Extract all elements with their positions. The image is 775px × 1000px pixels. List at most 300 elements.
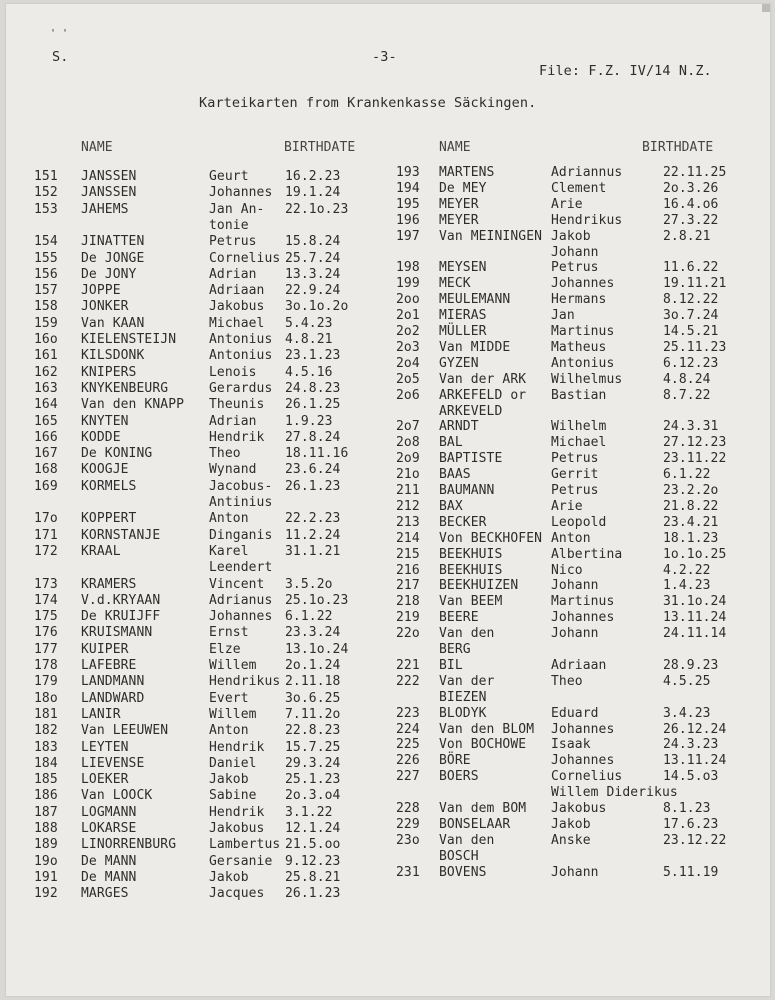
left-entry-number: 177	[34, 641, 58, 657]
left-entry-number: 154	[34, 234, 58, 250]
right-entry-surname: ARKEFELD or	[439, 387, 527, 403]
left-entry-birthdate: 26.1.25	[285, 397, 341, 413]
right-entry-number: 199	[396, 276, 420, 292]
right-entry-surname: BOERS	[439, 769, 479, 785]
left-entry-birthdate: 3.1.22	[285, 804, 333, 820]
left-entry-number: 165	[34, 413, 58, 429]
right-entry-number: 225	[396, 737, 420, 753]
right-entry-number: 217	[396, 578, 420, 594]
left-entry-number: 187	[34, 804, 58, 820]
right-entry-surname: Van der ARK	[439, 371, 527, 387]
left-entry-birthdate: 22.1o.23	[285, 201, 349, 217]
right-entry-number: 226	[396, 753, 420, 769]
left-entry-birthdate: 22.2.23	[285, 511, 341, 527]
left-entry-number: 185	[34, 772, 58, 788]
left-entry-surname: KOOGJE	[81, 462, 129, 478]
left-entry-given-name: Jan An-	[209, 201, 265, 217]
left-entry-surname: Van LOOCK	[81, 788, 153, 804]
right-entry-birthdate: 31.1o.24	[663, 594, 727, 610]
document-title: Karteikarten from Krankenkasse Säckingen.	[199, 95, 537, 111]
right-entry-given-name: Johannes	[551, 276, 615, 292]
left-entry-given-name: Petrus	[209, 234, 257, 250]
left-entry-number: 164	[34, 397, 58, 413]
left-entry-birthdate: 21.5.oo	[285, 837, 341, 853]
right-entry-given-name: Arie	[551, 498, 583, 514]
left-entry-number: 179	[34, 674, 58, 690]
right-entry-birthdate: 4.8.24	[663, 371, 711, 387]
left-entry-birthdate: 23.1.23	[285, 348, 341, 364]
left-entry-birthdate: 25.1o.23	[285, 592, 349, 608]
right-entry-birthdate: 8.12.22	[663, 292, 719, 308]
left-entry-surname: JONKER	[81, 299, 129, 315]
left-entry-surname: KRAAL	[81, 543, 121, 559]
right-entry-given-name: Albertina	[551, 546, 623, 562]
left-entry-number: 152	[34, 185, 58, 201]
right-entry-birthdate: 19.11.21	[663, 276, 727, 292]
left-entry-surname: KNIPERS	[81, 364, 137, 380]
right-entry-surname: BAL	[439, 435, 463, 451]
right-entry-number: 215	[396, 546, 420, 562]
left-birthdate-header: BIRTHDATE	[284, 140, 356, 155]
right-entry-number: 227	[396, 769, 420, 785]
file-reference: File: F.Z. IV/14 N.Z.	[539, 63, 712, 79]
left-entry-given-name: Leendert	[209, 560, 273, 576]
right-entry-birthdate: 8.7.22	[663, 387, 711, 403]
left-entry-number: 191	[34, 869, 58, 885]
right-entry-number: 2o5	[396, 371, 420, 387]
left-entry-given-name: Antonius	[209, 348, 273, 364]
right-entry-number: 2o8	[396, 435, 420, 451]
right-entry-number: 21o	[396, 467, 420, 483]
left-entry-surname: Van den KNAPP	[81, 397, 185, 413]
left-entry-surname: JANSSEN	[81, 169, 137, 184]
right-entry-birthdate: 13.11.24	[663, 753, 727, 769]
right-entry-birthdate: 2.8.21	[663, 228, 711, 244]
right-entry-given-name: Hermans	[551, 292, 607, 308]
left-entry-birthdate: 23.6.24	[285, 462, 341, 478]
left-entry-birthdate: 11.2.24	[285, 527, 341, 543]
left-entry-surname: LIEVENSE	[81, 755, 145, 771]
right-entry-given-name: Gerrit	[551, 467, 599, 483]
right-entry-given-name: Martinus	[551, 594, 615, 610]
right-entry-surname: Van den	[439, 832, 495, 848]
right-entry-given-name: Johann	[551, 864, 599, 880]
left-entry-given-name: Hendrikus	[209, 674, 281, 690]
left-entry-surname: De JONY	[81, 266, 137, 282]
right-entry-surname: BOSCH	[439, 848, 479, 864]
right-entry-surname: BAPTISTE	[439, 451, 503, 467]
left-entry-birthdate: 6.1.22	[285, 609, 333, 625]
left-entry-birthdate: 4.5.16	[285, 364, 333, 380]
left-entry-surname: MARGES	[81, 886, 129, 902]
left-entry-birthdate: 2o.1.24	[285, 658, 341, 673]
right-entry-surname: ARNDT	[439, 419, 479, 435]
right-entry-birthdate: 8.1.23	[663, 801, 711, 816]
left-entry-birthdate: 3o.6.25	[285, 690, 341, 706]
right-entry-surname: Van BEEM	[439, 594, 503, 610]
right-entry-surname: MÜLLER	[439, 324, 487, 339]
left-entry-birthdate: 31.1.21	[285, 543, 341, 559]
right-entry-number: 196	[396, 212, 420, 228]
left-entry-birthdate: 15.7.25	[285, 739, 341, 755]
entries-table	[6, 4, 770, 996]
left-entry-given-name: Gersanie	[209, 853, 273, 869]
left-entry-given-name: Antonius	[209, 332, 273, 347]
right-entry-surname: BEEKHUIZEN	[439, 578, 519, 594]
left-entry-surname: KUIPER	[81, 641, 129, 657]
left-entry-birthdate: 24.8.23	[285, 380, 341, 396]
right-entry-number: 2o1	[396, 308, 420, 324]
left-entry-given-name: Dinganis	[209, 527, 273, 543]
right-entry-given-name: Isaak	[551, 737, 591, 753]
right-entry-surname: MECK	[439, 276, 471, 292]
right-entry-given-name: Petrus	[551, 451, 599, 467]
left-entry-given-name: Lenois	[209, 364, 257, 380]
left-entry-birthdate: 26.1.23	[285, 886, 341, 902]
left-entry-number: 171	[34, 527, 58, 543]
right-entry-surname: BLODYK	[439, 705, 487, 721]
right-entry-number: 218	[396, 594, 420, 610]
right-entry-birthdate: 21.8.22	[663, 498, 719, 514]
left-entry-surname: KORNSTANJE	[81, 527, 161, 543]
left-entry-number: 161	[34, 348, 58, 364]
left-entry-number: 184	[34, 755, 58, 771]
right-entry-birthdate: 17.6.23	[663, 816, 719, 832]
right-entry-surname: BERG	[439, 642, 471, 657]
left-entry-birthdate: 22.9.24	[285, 283, 341, 299]
right-entry-surname: BONSELAAR	[439, 816, 511, 832]
left-entry-given-name: Sabine	[209, 788, 257, 804]
left-entry-given-name: Adrianus	[209, 592, 273, 608]
right-entry-number: 231	[396, 864, 420, 880]
left-entry-number: 159	[34, 315, 58, 331]
right-entry-surname: BAUMANN	[439, 483, 495, 498]
right-entry-birthdate: 16.4.o6	[663, 196, 719, 212]
left-entry-given-name: Willem	[209, 706, 257, 722]
right-entry-surname: MEYSEN	[439, 260, 487, 276]
left-entry-given-name: Jakob	[209, 772, 249, 788]
left-entry-birthdate: 16.2.23	[285, 169, 341, 184]
right-entry-given-name: Nico	[551, 562, 583, 578]
right-entry-birthdate: 23.2.2o	[663, 483, 719, 498]
left-entry-birthdate: 18.11.16	[285, 446, 349, 462]
right-entry-number: 212	[396, 498, 420, 514]
left-entry-given-name: Wynand	[209, 462, 257, 478]
left-entry-number: 155	[34, 250, 58, 266]
left-entry-given-name: Daniel	[209, 755, 257, 771]
right-entry-number: 2o4	[396, 355, 420, 371]
left-entry-given-name: Jakob	[209, 869, 249, 885]
left-entry-surname: Van KAAN	[81, 315, 145, 331]
right-birthdate-header: BIRTHDATE	[642, 140, 714, 155]
left-entry-number: 18o	[34, 690, 58, 706]
left-entry-given-name: Anton	[209, 511, 249, 527]
right-entry-given-name: Petrus	[551, 483, 599, 498]
right-entry-surname: BAAS	[439, 467, 471, 483]
left-entry-surname: KNYKENBEURG	[81, 380, 169, 396]
right-entry-birthdate: 27.3.22	[663, 212, 719, 228]
right-entry-number: 2oo	[396, 292, 420, 308]
left-entry-given-name: Michael	[209, 315, 265, 331]
right-entry-number: 223	[396, 705, 420, 721]
right-entry-given-name: Arie	[551, 196, 583, 212]
left-entry-surname: JANSSEN	[81, 185, 137, 201]
left-entry-birthdate: 27.8.24	[285, 429, 341, 445]
left-entry-birthdate: 26.1.23	[285, 478, 341, 494]
left-entry-number: 163	[34, 380, 58, 396]
right-entry-number: 214	[396, 530, 420, 546]
right-entry-birthdate: 2o.3.26	[663, 180, 719, 196]
left-entry-birthdate: 5.4.23	[285, 315, 333, 331]
right-entry-birthdate: 23.12.22	[663, 832, 727, 848]
right-entry-birthdate: 4.2.22	[663, 562, 711, 578]
right-entry-birthdate: 22.11.25	[663, 165, 727, 180]
left-entry-surname: KORMELS	[81, 478, 137, 494]
left-entry-number: 167	[34, 446, 58, 462]
right-entry-birthdate: 27.12.23	[663, 435, 727, 451]
right-entry-birthdate: 23.11.22	[663, 451, 727, 467]
left-entry-surname: KRAMERS	[81, 576, 137, 592]
right-entry-surname: Von BOCHOWE	[439, 737, 527, 753]
left-entry-surname: De MANN	[81, 869, 137, 885]
right-name-header: NAME	[439, 140, 471, 155]
left-entry-birthdate: 4.8.21	[285, 332, 333, 347]
left-entry-given-name: Geurt	[209, 169, 249, 184]
left-entry-number: 173	[34, 576, 58, 592]
left-entry-birthdate: 3.5.2o	[285, 576, 333, 592]
left-entry-given-name: Gerardus	[209, 380, 273, 396]
left-entry-birthdate: 25.8.21	[285, 869, 341, 885]
left-entry-given-name: Jacobus-	[209, 478, 273, 494]
left-entry-birthdate: 2.11.18	[285, 674, 341, 690]
right-entry-given-name: Johannes	[551, 753, 615, 769]
left-entry-number: 162	[34, 364, 58, 380]
left-entry-surname: LOGMANN	[81, 804, 137, 820]
left-entry-number: 188	[34, 821, 58, 836]
right-entry-birthdate: 24.3.31	[663, 419, 719, 435]
right-entry-given-name: Jakob	[551, 228, 591, 244]
left-entry-given-name: Ernst	[209, 625, 249, 641]
right-entry-given-name: Johann	[551, 578, 599, 594]
left-entry-given-name: Vincent	[209, 576, 265, 592]
right-entry-birthdate: 4.5.25	[663, 673, 711, 689]
left-entry-birthdate: 12.1.24	[285, 821, 341, 836]
right-entry-given-name: Bastian	[551, 387, 607, 403]
left-entry-birthdate: 19.1.24	[285, 185, 341, 201]
left-entry-given-name: Adrian	[209, 266, 257, 282]
right-entry-birthdate: 6.12.23	[663, 355, 719, 371]
left-entry-given-name: Lambertus	[209, 837, 281, 853]
left-entry-number: 157	[34, 283, 58, 299]
left-entry-given-name: Adriaan	[209, 283, 265, 299]
right-entry-given-name: Wilhelmus	[551, 371, 623, 387]
left-entry-number: 189	[34, 837, 58, 853]
left-entry-surname: KNYTEN	[81, 413, 129, 429]
left-entry-given-name: Elze	[209, 641, 241, 657]
document-page	[6, 4, 770, 996]
right-entry-number: 194	[396, 180, 420, 196]
right-entry-surname: MIERAS	[439, 308, 487, 324]
left-entry-surname: De KRUIJFF	[81, 609, 161, 625]
right-entry-given-name: Willem Diderikus	[551, 785, 678, 801]
left-entry-given-name: Hendrik	[209, 804, 265, 820]
right-entry-surname: Van dem BOM	[439, 801, 527, 816]
right-entry-birthdate: 5.11.19	[663, 864, 719, 880]
right-entry-birthdate: 26.12.24	[663, 721, 727, 737]
right-entry-given-name: Johannes	[551, 610, 615, 626]
left-entry-given-name: Johannes	[209, 609, 273, 625]
left-entry-number: 178	[34, 658, 58, 673]
right-entry-surname: BIL	[439, 657, 463, 673]
left-entry-surname: KILSDONK	[81, 348, 145, 364]
right-entry-surname: Von BECKHOFEN	[439, 530, 543, 546]
right-entry-birthdate: 14.5.21	[663, 324, 719, 339]
left-entry-birthdate: 13.3.24	[285, 266, 341, 282]
left-entry-surname: JINATTEN	[81, 234, 145, 250]
left-entry-surname: LANDWARD	[81, 690, 145, 706]
left-entry-number: 192	[34, 886, 58, 902]
left-entry-surname: LOKARSE	[81, 821, 137, 836]
left-entry-number: 158	[34, 299, 58, 315]
left-entry-given-name: Hendrik	[209, 739, 265, 755]
right-entry-birthdate: 3.4.23	[663, 705, 711, 721]
left-entry-number: 168	[34, 462, 58, 478]
right-entry-number: 2o3	[396, 339, 420, 355]
left-entry-birthdate: 29.3.24	[285, 755, 341, 771]
left-entry-given-name: Theunis	[209, 397, 265, 413]
right-entry-surname: Van MEININGEN	[439, 228, 543, 244]
right-entry-surname: GYZEN	[439, 355, 479, 371]
left-entry-given-name: Theo	[209, 446, 241, 462]
right-entry-number: 213	[396, 514, 420, 530]
right-entry-surname: BEEKHUIS	[439, 546, 503, 562]
left-entry-number: 174	[34, 592, 58, 608]
left-entry-birthdate: 25.7.24	[285, 250, 341, 266]
right-entry-birthdate: 1o.1o.25	[663, 546, 727, 562]
right-entry-surname: Van den BLOM	[439, 721, 535, 737]
right-entry-surname: ARKEVELD	[439, 403, 503, 419]
right-entry-number: 211	[396, 483, 420, 498]
left-entry-surname: KODDE	[81, 429, 121, 445]
right-entry-birthdate: 11.6.22	[663, 260, 719, 276]
right-entry-number: 193	[396, 165, 420, 180]
left-entry-given-name: Jacques	[209, 886, 265, 902]
right-entry-given-name: Matheus	[551, 339, 607, 355]
right-entry-number: 219	[396, 610, 420, 626]
right-entry-number: 222	[396, 673, 420, 689]
right-entry-number: 22o	[396, 626, 420, 642]
right-entry-surname: MEYER	[439, 212, 479, 228]
left-entry-given-name: Karel	[209, 543, 249, 559]
left-entry-birthdate: 9.12.23	[285, 853, 341, 869]
left-entry-birthdate: 7.11.2o	[285, 706, 341, 722]
right-entry-number: 198	[396, 260, 420, 276]
right-entry-number: 224	[396, 721, 420, 737]
right-entry-birthdate: 3o.7.24	[663, 308, 719, 324]
left-entry-number: 176	[34, 625, 58, 641]
right-entry-number: 2o7	[396, 419, 420, 435]
left-entry-number: 175	[34, 609, 58, 625]
left-entry-number: 151	[34, 169, 58, 184]
left-entry-number: 16o	[34, 332, 58, 347]
left-entry-number: 172	[34, 543, 58, 559]
left-entry-surname: LANDMANN	[81, 674, 145, 690]
right-entry-surname: BAX	[439, 498, 463, 514]
left-entry-given-name: tonie	[209, 217, 249, 233]
left-entry-number: 182	[34, 723, 58, 739]
left-entry-given-name: Evert	[209, 690, 249, 706]
right-entry-surname: BEERE	[439, 610, 479, 626]
right-entry-number: 23o	[396, 832, 420, 848]
right-entry-given-name: Theo	[551, 673, 583, 689]
right-entry-birthdate: 1.4.23	[663, 578, 711, 594]
right-entry-birthdate: 24.11.14	[663, 626, 727, 642]
right-entry-birthdate: 14.5.o3	[663, 769, 719, 785]
right-entry-number: 228	[396, 801, 420, 816]
right-entry-given-name: Antonius	[551, 355, 615, 371]
right-entry-number: 197	[396, 228, 420, 244]
left-entry-number: 156	[34, 266, 58, 282]
right-entry-surname: De MEY	[439, 180, 487, 196]
left-entry-surname: Van LEEUWEN	[81, 723, 169, 739]
right-entry-given-name: Wilhelm	[551, 419, 607, 435]
left-entry-number: 153	[34, 201, 58, 217]
right-entry-given-name: Martinus	[551, 324, 615, 339]
left-name-header: NAME	[81, 140, 113, 155]
right-entry-number: 221	[396, 657, 420, 673]
left-entry-surname: JOPPE	[81, 283, 121, 299]
right-entry-birthdate: 25.11.23	[663, 339, 727, 355]
right-entry-number: 2o2	[396, 324, 420, 339]
left-entry-given-name: Hendrik	[209, 429, 265, 445]
right-entry-given-name: Adriaan	[551, 657, 607, 673]
left-entry-birthdate: 2o.3.o4	[285, 788, 341, 804]
right-entry-given-name: Johannes	[551, 721, 615, 737]
ink-marks: ' '	[50, 28, 69, 39]
right-entry-given-name: Adriannus	[551, 165, 623, 180]
right-entry-surname: MEULEMANN	[439, 292, 511, 308]
right-entry-given-name: Anske	[551, 832, 591, 848]
left-entry-given-name: Antinius	[209, 495, 273, 510]
right-entry-surname: MEYER	[439, 196, 479, 212]
right-entry-given-name: Johann	[551, 244, 599, 260]
right-entry-birthdate: 24.3.23	[663, 737, 719, 753]
left-entry-surname: KRUISMANN	[81, 625, 153, 641]
page-number: -3-	[372, 49, 397, 65]
left-entry-surname: LEYTEN	[81, 739, 129, 755]
right-entry-surname: BECKER	[439, 514, 487, 530]
left-entry-birthdate: 3o.1o.2o	[285, 299, 349, 315]
right-entry-given-name: Hendrikus	[551, 212, 623, 228]
right-entry-birthdate: 23.4.21	[663, 514, 719, 530]
left-entry-number: 183	[34, 739, 58, 755]
left-entry-given-name: Adrian	[209, 413, 257, 429]
left-entry-birthdate: 15.8.24	[285, 234, 341, 250]
right-entry-number: 195	[396, 196, 420, 212]
left-entry-given-name: Willem	[209, 658, 257, 673]
left-entry-given-name: Jakobus	[209, 299, 265, 315]
left-entry-birthdate: 13.1o.24	[285, 641, 349, 657]
left-entry-number: 166	[34, 429, 58, 445]
left-entry-given-name: Johannes	[209, 185, 273, 201]
right-entry-surname: BIEZEN	[439, 689, 487, 705]
right-entry-given-name: Jakobus	[551, 801, 607, 816]
left-entry-surname: LANIR	[81, 706, 121, 722]
left-entry-birthdate: 23.3.24	[285, 625, 341, 641]
left-entry-surname: KOPPERT	[81, 511, 137, 527]
right-entry-given-name: Anton	[551, 530, 591, 546]
left-entry-number: 186	[34, 788, 58, 804]
